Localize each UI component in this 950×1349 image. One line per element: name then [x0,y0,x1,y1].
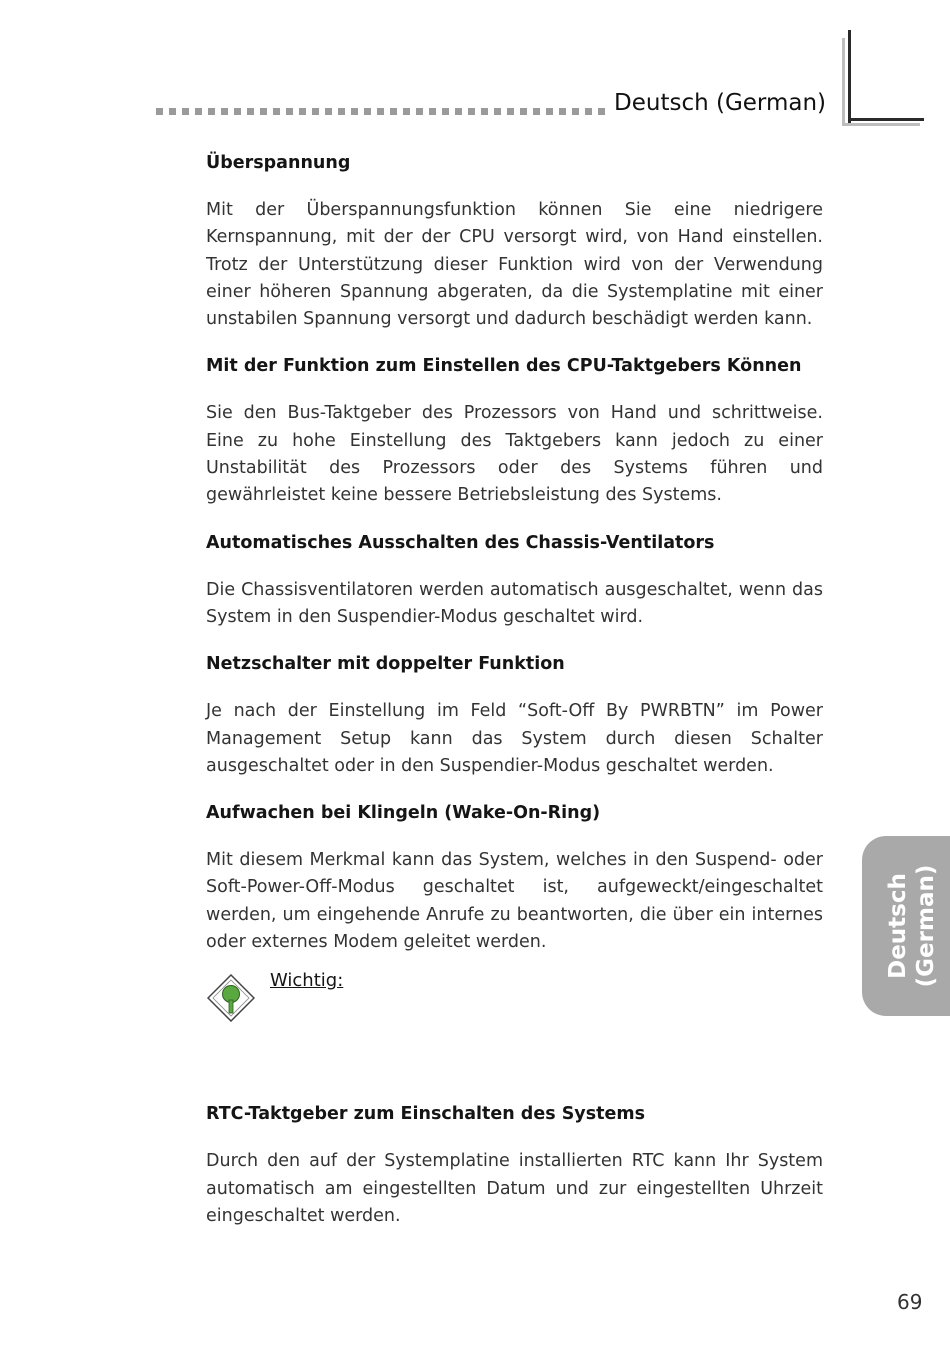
page-number: 69 [897,1290,923,1314]
main-content [206,150,823,1230]
section-heading: Mit der Funktion zum Einstellen des CPU-Taktgebers Können [206,356,802,377]
section-paragraph: Durch den auf der Systemplatine installierten RTC kann Ihr System automatisch am eingestellten Datum und zur eingestellten Uhrzeit eingeschaltet werden. [206,1151,823,1226]
side-tab-line-2: (German) [913,864,939,988]
important-note-icon [207,974,255,1022]
note-label: Wichtig: [270,970,344,991]
section-paragraph: Je nach der Einstellung im Feld “Soft-Off By PWRBTN” im Power Management Setup kann das System durch diesen Schalter ausgeschaltet oder in den Suspendier-Modus geschaltet werden. [206,701,823,776]
side-tab-label [884,865,940,988]
section-heading: Netzschalter mit doppelter Funktion [206,654,565,675]
section-heading: Überspannung [206,153,351,173]
corner-mark-shadow-horizontal [842,123,920,126]
section-heading: Aufwachen bei Klingeln (Wake-On-Ring) [206,803,601,824]
language-side-tab [862,836,950,1016]
header-dot-rule [156,108,605,115]
corner-mark-horizontal [848,118,924,121]
section-heading: Automatisches Ausschalten des Chassis-Ventilators [206,532,715,553]
section-paragraph: Mit der Überspannungsfunktion können Sie eine niedrigere Kernspannung, mit der der CPU versorgt wird, von Hand einstellen. Trotz der Unterstützung dieser Funktion wird von der Verwendung einer höheren Spannung abgeraten, da die Systemplatine mit einer unstabilen Spannung versorgt und dadurch beschädigt werden kann. [206,200,823,330]
section-heading: RTC-Taktgeber zum Einschalten des Systems [206,1104,646,1125]
page-header-title: Deutsch (German) [614,90,827,116]
section-paragraph: Mit diesem Merkmal kann das System, welches in den Suspend- oder Soft-Power-Off-Modus geschaltet ist, aufgeweckt/eingeschaltet werden, um eingehende Anrufe zu beantworten, die über ein internes oder externes Modem geleitet werden. [206,850,823,953]
section-paragraph: Sie den Bus-Taktgeber des Prozessors von Hand und schrittweise. Eine zu hohe Einstellung des Taktgebers kann jedoch zu einer Unstabilität des Prozessors oder des Systems führen und gewährleistet keine bessere Betriebsleistung des Systems. [206,403,823,506]
side-tab-line-1: Deutsch [885,873,911,979]
corner-mark-shadow-vertical [842,38,845,126]
corner-mark-vertical [848,30,851,125]
section-paragraph: Die Chassisventilatoren werden automatisch ausgeschaltet, wenn das System in den Suspendier-Modus geschaltet wird. [206,579,823,627]
